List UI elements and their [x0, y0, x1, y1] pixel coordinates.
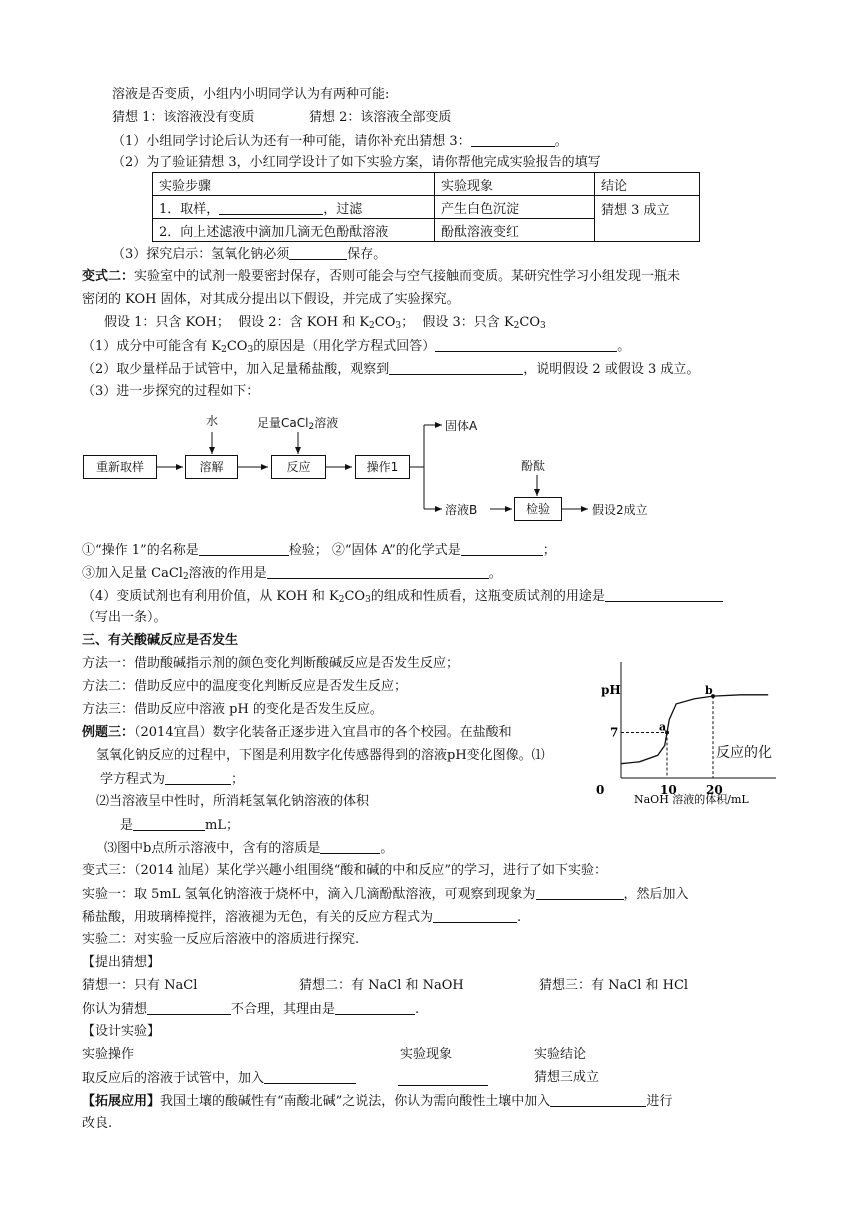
x-tick-label: 10	[660, 783, 677, 797]
flow-indicator-label: 酚酞	[521, 459, 546, 473]
header-phenomenon: 实验现象	[435, 173, 595, 196]
step-1-text-end: ，过滤	[323, 201, 363, 217]
guess-1: 猜想 1：该溶液没有变质	[112, 110, 255, 125]
design-experiment-heading: 【设计实验】	[82, 1024, 161, 1039]
phenomenon-2: 酚酞溶液变红	[435, 219, 595, 242]
variation-2-label: 变式二：	[82, 269, 135, 284]
part-4: （4）变质试剂也有利用价值，从 KOH 和 $K_2CO_3$的组成和性质看，这瓶变质试剂的用途是	[82, 587, 723, 609]
flow-operation-box: 操作1	[355, 455, 410, 479]
punct: 。	[554, 134, 568, 149]
header-conclusion: 结论	[595, 173, 700, 196]
answer-blank[interactable]	[398, 1071, 488, 1086]
flow-test-box: 检验	[514, 497, 562, 521]
ph-curve-line	[621, 695, 768, 764]
example-3-line-5: 是 mL；	[120, 818, 239, 833]
answer-blank[interactable]	[147, 1000, 231, 1015]
point-label-a: a	[659, 720, 667, 734]
flow-dissolve-box: 溶解	[185, 455, 238, 479]
hypothesis-2: 假设 2：含 KOH 和 $K_2CO_3$；	[238, 315, 415, 331]
variation-3-line-4: 实验二：对实验一反应后溶液中的溶质进行探究.	[82, 932, 360, 947]
x-tick-label: 0	[596, 783, 605, 797]
header-step: 实验步骤	[153, 173, 435, 196]
section-3-title: 三、有关酸碱反应是否发生	[82, 633, 239, 648]
conclusion-cell: 猜想 3 成立	[595, 196, 700, 242]
x-axis-label: NaOH 溶液的体积/mL	[634, 793, 749, 806]
answer-blank[interactable]	[335, 1000, 415, 1015]
method-3: 方法三：借助反应中溶液 pH 的变化是否发生反应。	[82, 702, 383, 717]
flow-water-label: 水	[206, 414, 219, 428]
intro-line: 溶液是否变质，小组内小明同学认为有两种可能:	[112, 87, 390, 102]
variation-2-line-2: 密闭的 KOH 固体，对其成分提出以下假设，并完成了实验探究。	[82, 292, 460, 307]
point-label-b: b	[705, 684, 713, 698]
guess-2: 猜想 2：该溶液全部变质	[309, 110, 452, 125]
part-1: （1）成分中可能含有 $K_2CO_3$的原因是（用化学方程式回答） 。	[82, 339, 631, 355]
hypothesis-1: 假设 1：只含 KOH；	[104, 315, 230, 330]
sub-question-3: ③加入足量 CaCl$_2$溶液的作用是 。	[82, 566, 502, 582]
propose-guess-heading: 【提出猜想】	[82, 955, 161, 970]
col-operation: 实验操作	[82, 1047, 135, 1062]
answer-blank[interactable]	[433, 908, 517, 923]
example-3-label: 例题三：	[82, 725, 135, 740]
question-3-end: 保存。	[347, 247, 387, 262]
flow-solid-label: 固体A	[445, 419, 478, 433]
method-1: 方法一：借助酸碱指示剂的颜色变化判断酸碱反应是否发生反应；	[82, 656, 460, 671]
example-3-line-2-right: 反应的化	[716, 745, 772, 761]
example-3-line-1: 例题三：（2014宜昌）数字化装备正逐步进入宜昌市的各个校园。在盐酸和	[82, 725, 512, 740]
guess-one: 猜想一：只有 NaCl	[82, 978, 198, 993]
variation-2-text: 实验室中的试剂一般要密封保存，否则可能会与空气接触而变质。某研究性学习小组发现一瓶未	[134, 269, 681, 284]
y-axis-label: pH	[601, 683, 621, 697]
sub-question-1-2: ①“操作 1”的名称是 检验； ②“固体 A”的化学式是 ；	[82, 543, 556, 558]
extension-label: 【拓展应用】	[82, 1094, 161, 1109]
operation-row: 取反应后的溶液于试管中，加入	[82, 1069, 356, 1088]
question-2: （2）为了验证猜想 3，小红同学设计了如下实验方案，请你帮他完成实验报告的填写	[112, 155, 601, 170]
variation-3-line-1: 变式三：（2014 汕尾）某化学兴趣小组围绕“酸和碱的中和反应”的学习，进行了如下实验：	[82, 863, 608, 878]
answer-blank[interactable]	[550, 1092, 646, 1107]
part-3: （3）进一步探究的过程如下：	[82, 384, 260, 399]
variation-3-line-3: 稀盐酸，用玻璃棒搅拌，溶液褪为无色，有关的反应方程式为 .	[82, 910, 522, 925]
step-2: 2．向上述滤液中滴加几滴无色酚酞溶液	[153, 219, 435, 242]
phenomenon-1: 产生白色沉淀	[435, 196, 595, 219]
flow-react-box: 反应	[271, 455, 326, 479]
question-3-text: （3）探究启示：氢氧化钠必须	[112, 247, 290, 262]
example-3-line-4: ⑵当溶液呈中性时，所消耗氢氧化钠溶液的体积	[96, 794, 370, 809]
part-2: （2）取少量样品于试管中，加入足量稀盐酸，观察到 ，说明假设 2 或假设 3 成立。	[82, 362, 700, 377]
example-3-line-6: ⑶图中b点所示溶液中，含有的溶质是 。	[104, 841, 394, 856]
extension-line-2: 改良.	[82, 1116, 113, 1131]
question-1-text: （1）小组同学讨论后认为还有一种可能，请你补充出猜想 3：	[112, 134, 471, 149]
flow-reagent-label: 足量CaCl$_2$溶液	[257, 416, 339, 432]
hypothesis-3: 假设 3：只含 $K_2CO_3$	[422, 315, 546, 331]
extension-line-1: 【拓展应用】我国土壤的酸碱性有“南酸北碱”之说法，你认为需向酸性土壤中加入 进行	[82, 1094, 673, 1109]
part-4-end: （写出一条）。	[82, 610, 167, 625]
col-phenomenon: 实验现象	[400, 1047, 453, 1062]
variation-3-line-2: 实验一：取 5mL 氢氧化钠溶液于烧杯中，滴入几滴酚酞溶液，可观察到现象为 ，然后加入	[82, 887, 689, 902]
guess-two: 猜想二：有 NaCl 和 NaOH	[299, 978, 464, 993]
col-conclusion: 实验结论	[534, 1047, 587, 1062]
y-tick-label: 7	[610, 725, 619, 740]
flow-solution-label: 溶液B	[445, 503, 478, 517]
flow-result-label: 假设2成立	[592, 503, 648, 517]
example-3-line-3: 学方程式为 ；	[100, 772, 245, 787]
answer-blank[interactable]	[536, 885, 624, 900]
step-1-text: 1．取样，	[159, 201, 220, 217]
example-3-line-2: 氢氧化钠反应的过程中，下图是利用数字化传感器得到的溶液pH变化图像。⑴	[96, 748, 545, 763]
answer-blank[interactable]	[264, 1069, 356, 1084]
x-tick-label: 20	[706, 783, 723, 797]
flow-start-box: 重新取样	[83, 455, 157, 479]
guess-three: 猜想三：有 NaCl 和 HCl	[539, 978, 689, 993]
result-conclusion: 猜想三成立	[534, 1070, 600, 1085]
variation-3-line-5: 你认为猜想 不合理，其理由是 .	[82, 1002, 420, 1017]
method-2: 方法二：借助反应中的温度变化判断反应是否发生反应；	[82, 679, 408, 694]
